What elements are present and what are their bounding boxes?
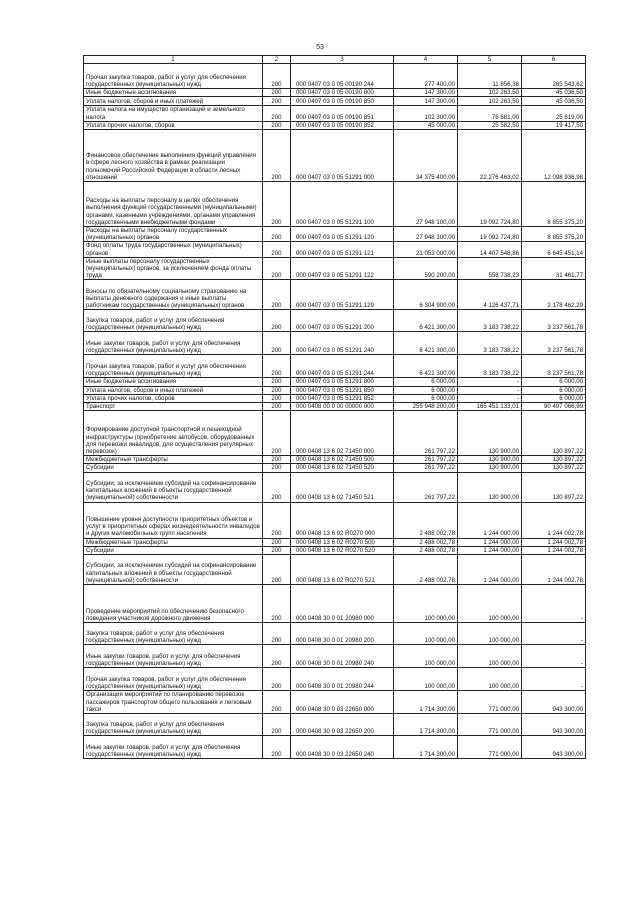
column-header: 5 — [458, 56, 522, 64]
row-executed-cell: 4 126 437,71 — [458, 280, 522, 310]
row-unexecuted-cell: 6 000,00 — [522, 378, 586, 386]
row-name-cell: Уплата налогов, сборов и иных платежей — [84, 386, 263, 394]
table-row — [84, 472, 586, 502]
row-name-cell: Закупка товаров, работ и услуг для обеспечения государственных (муниципальных) нужд — [84, 310, 263, 332]
row-code-cell: 200 — [263, 378, 291, 386]
row-unexecuted-cell: 45 036,50 — [522, 97, 586, 106]
row-name-cell: Иные закупки товаров, работ и услуг для обеспечения государственных (муниципальных) нужд — [84, 332, 263, 355]
row-approved-cell: 590 200,00 — [394, 257, 458, 280]
row-classification-cell: 000 0407 03 0 05 51291 121 — [291, 242, 394, 257]
row-unexecuted-cell: 3 237 561,78 — [522, 332, 586, 355]
row-unexecuted-cell: 8 855 375,20 — [522, 182, 586, 227]
row-code-cell: 200 — [263, 257, 291, 280]
row-classification-cell: 000 0408 30 0 03 22650 240 — [291, 736, 394, 759]
row-classification-cell: 000 0408 13 6 02 R0270 520 — [291, 546, 394, 554]
row-approved-cell: 2 488 002,78 — [394, 538, 458, 546]
row-code-cell: 200 — [263, 623, 291, 645]
row-approved-cell: 102 300,00 — [394, 106, 458, 121]
row-unexecuted-cell: 943 300,00 — [522, 714, 586, 736]
row-code-cell: 200 — [263, 403, 291, 411]
row-approved-cell: 6 421 300,00 — [394, 310, 458, 332]
table-row — [84, 394, 586, 402]
row-executed-cell: 100 000,00 — [458, 668, 522, 691]
row-classification-cell: 000 0407 03 0 05 00190 851 — [291, 106, 394, 121]
row-unexecuted-cell: 130 897,22 — [522, 411, 586, 456]
row-classification-cell: 000 0408 13 6 02 71450 500 — [291, 456, 394, 464]
row-code-cell: 200 — [263, 394, 291, 402]
table-row — [84, 332, 586, 355]
row-unexecuted-cell: 130 897,22 — [522, 456, 586, 464]
row-approved-cell: 147 300,00 — [394, 97, 458, 106]
row-name-cell: Межбюджетные трансферты — [84, 456, 263, 464]
row-name-cell: Уплата прочих налогов, сборов — [84, 394, 263, 402]
row-approved-cell: 45 000,00 — [394, 121, 458, 129]
row-name-cell: Иные закупки товаров, работ и услуг для обеспечения государственных (муниципальных) нужд — [84, 736, 263, 759]
row-approved-cell: 6 304 900,00 — [394, 280, 458, 310]
row-approved-cell: 2 488 002,78 — [394, 555, 458, 585]
row-name-cell: Субсидии — [84, 546, 263, 554]
table-row — [84, 242, 586, 257]
row-unexecuted-cell: 1 244 002,78 — [522, 555, 586, 585]
row-classification-cell: 000 0408 00 0 00 00000 000 — [291, 403, 394, 411]
row-classification-cell: 000 0408 13 6 02 71450 520 — [291, 464, 394, 472]
row-approved-cell: 261 797,22 — [394, 456, 458, 464]
column-header: 2 — [263, 56, 291, 64]
row-name-cell: Финансовое обеспечение выполнения функций управления в сфере лесного хозяйства в рамках реализации полномочий Российской Федерации в области лесных отношений — [84, 130, 263, 182]
row-name-cell: Уплата налогов, сборов и иных платежей — [84, 97, 263, 106]
table-row — [84, 97, 586, 106]
row-approved-cell: 6 000,00 — [394, 386, 458, 394]
row-code-cell: 200 — [263, 691, 291, 714]
row-code-cell: 200 — [263, 456, 291, 464]
row-classification-cell: 000 0408 13 6 02 71450 000 — [291, 411, 394, 456]
table-row — [84, 257, 586, 280]
row-executed-cell: 102 263,50 — [458, 89, 522, 97]
row-classification-cell: 000 0408 13 6 02 71450 521 — [291, 472, 394, 502]
row-executed-cell: 11 856,38 — [458, 64, 522, 89]
row-classification-cell: 000 0407 03 0 05 51291 200 — [291, 310, 394, 332]
row-unexecuted-cell: 8 855 375,20 — [522, 227, 586, 242]
row-executed-cell: 165 451 133,01 — [458, 403, 522, 411]
row-classification-cell: 000 0407 03 0 05 51291 129 — [291, 280, 394, 310]
row-classification-cell: 000 0408 30 0 01 20980 000 — [291, 585, 394, 623]
row-approved-cell: 1 714 300,00 — [394, 714, 458, 736]
row-classification-cell: 000 0407 03 0 05 51291 122 — [291, 257, 394, 280]
column-header: 1 — [84, 56, 263, 64]
row-classification-cell: 000 0408 30 0 01 20980 200 — [291, 623, 394, 645]
row-name-cell: Прочая закупка товаров, работ и услуг для обеспечения государственных (муниципальных) нужд — [84, 668, 263, 691]
row-code-cell: 200 — [263, 538, 291, 546]
row-code-cell: 200 — [263, 555, 291, 585]
row-approved-cell: 261 797,22 — [394, 464, 458, 472]
row-code-cell: 200 — [263, 355, 291, 378]
row-code-cell: 200 — [263, 645, 291, 668]
row-code-cell: 200 — [263, 668, 291, 691]
row-executed-cell: - — [458, 394, 522, 402]
row-executed-cell: 771 000,00 — [458, 714, 522, 736]
row-code-cell: 200 — [263, 280, 291, 310]
row-unexecuted-cell: 12 098 936,98 — [522, 130, 586, 182]
row-approved-cell: 1 714 300,00 — [394, 691, 458, 714]
row-unexecuted-cell: 31 461,77 — [522, 257, 586, 280]
row-code-cell: 200 — [263, 736, 291, 759]
row-name-cell: Субсидии, за исключением субсидий на софинансирование капитальных вложений в объекты государственной (муниципальной) собственности — [84, 555, 263, 585]
row-executed-cell: 76 681,00 — [458, 106, 522, 121]
column-header: 3 — [291, 56, 394, 64]
table-row — [84, 714, 586, 736]
row-approved-cell: 2 488 002,78 — [394, 502, 458, 538]
row-executed-cell: 100 000,00 — [458, 623, 522, 645]
row-executed-cell: 3 183 738,22 — [458, 332, 522, 355]
header-row — [84, 56, 586, 64]
row-classification-cell: 000 0407 03 0 05 51291 850 — [291, 386, 394, 394]
row-name-cell: Закупка товаров, работ и услуг для обеспечения государственных (муниципальных) нужд — [84, 623, 263, 645]
row-approved-cell: 21 053 000,00 — [394, 242, 458, 257]
row-approved-cell: 6 000,00 — [394, 378, 458, 386]
row-executed-cell: 19 092 724,80 — [458, 227, 522, 242]
row-unexecuted-cell: - — [522, 645, 586, 668]
row-code-cell: 200 — [263, 242, 291, 257]
row-unexecuted-cell: 943 300,00 — [522, 691, 586, 714]
row-unexecuted-cell: 1 244 002,78 — [522, 538, 586, 546]
row-name-cell: Уплата прочих налогов, сборов — [84, 121, 263, 129]
row-classification-cell: 000 0408 30 0 03 22650 200 — [291, 714, 394, 736]
row-executed-cell: 102 263,50 — [458, 97, 522, 106]
row-code-cell: 200 — [263, 130, 291, 182]
row-code-cell: 200 — [263, 411, 291, 456]
table-row — [84, 403, 586, 411]
row-code-cell: 200 — [263, 89, 291, 97]
table-row — [84, 130, 586, 182]
row-classification-cell: 000 0407 03 0 05 51291 100 — [291, 182, 394, 227]
row-classification-cell: 000 0408 30 0 01 20980 240 — [291, 645, 394, 668]
table-row — [84, 691, 586, 714]
table-body — [84, 64, 586, 759]
table-row — [84, 310, 586, 332]
row-code-cell: 200 — [263, 182, 291, 227]
row-classification-cell: 000 0407 03 0 05 51291 240 — [291, 332, 394, 355]
row-executed-cell: 130 900,00 — [458, 456, 522, 464]
row-unexecuted-cell: 3 237 561,78 — [522, 355, 586, 378]
table-row — [84, 502, 586, 538]
row-name-cell: Межбюджетные трансферты — [84, 538, 263, 546]
row-name-cell: Уплата налога на имущество организаций и земельного налога — [84, 106, 263, 121]
table-row — [84, 456, 586, 464]
row-classification-cell: 000 0408 13 6 02 R0270 500 — [291, 538, 394, 546]
table-row — [84, 280, 586, 310]
row-name-cell: Иные выплаты персоналу государственных (муниципальных) органов, за исключением фонда оплаты труда — [84, 257, 263, 280]
row-classification-cell: 000 0408 30 0 01 20980 244 — [291, 668, 394, 691]
row-name-cell: Проведение мероприятий по обеспечению безопасного поведения участников дорожного движения — [84, 585, 263, 623]
row-name-cell: Взносы по обязательному социальному страхованию на выплаты денежного содержания и иные выплаты работникам государственных (муниципальных) органов — [84, 280, 263, 310]
column-header: 6 — [522, 56, 586, 64]
row-unexecuted-cell: 1 244 002,78 — [522, 546, 586, 554]
table-row — [84, 645, 586, 668]
row-code-cell: 200 — [263, 64, 291, 89]
row-approved-cell: 255 948 200,00 — [394, 403, 458, 411]
table-row — [84, 355, 586, 378]
row-name-cell: Субсидии, за исключением субсидий на софинансирование капитальных вложений в объекты государственной (муниципальной) собственности — [84, 472, 263, 502]
row-unexecuted-cell: 2 178 462,29 — [522, 280, 586, 310]
row-code-cell: 200 — [263, 121, 291, 129]
row-code-cell: 200 — [263, 386, 291, 394]
table-row — [84, 623, 586, 645]
row-unexecuted-cell: 25 619,00 — [522, 106, 586, 121]
row-approved-cell: 261 797,22 — [394, 411, 458, 456]
table-row — [84, 555, 586, 585]
row-unexecuted-cell: 19 417,50 — [522, 121, 586, 129]
row-name-cell: Организация мероприятий по планированию перевозок пассажиров транспортом общего пользования и легковым такси — [84, 691, 263, 714]
table-row — [84, 546, 586, 554]
row-name-cell: Расходы на выплаты персоналу в целях обеспечения выполнения функций государственными (муниципальными) органами, казенными учреждениями, органами управления государственными внебюджетными фондами — [84, 182, 263, 227]
table-row — [84, 64, 586, 89]
row-name-cell: Прочая закупка товаров, работ и услуг для обеспечения государственных (муниципальных) нужд — [84, 64, 263, 89]
row-approved-cell: 27 948 100,00 — [394, 227, 458, 242]
row-approved-cell: 6 421 300,00 — [394, 332, 458, 355]
row-unexecuted-cell: 6 645 451,14 — [522, 242, 586, 257]
row-executed-cell: 130 900,00 — [458, 464, 522, 472]
row-name-cell: Закупка товаров, работ и услуг для обеспечения государственных (муниципальных) нужд — [84, 714, 263, 736]
row-executed-cell: 1 244 000,00 — [458, 555, 522, 585]
row-code-cell: 200 — [263, 585, 291, 623]
row-executed-cell: 3 183 738,22 — [458, 310, 522, 332]
row-classification-cell: 000 0408 13 6 02 R0270 521 — [291, 555, 394, 585]
row-unexecuted-cell: 943 300,00 — [522, 736, 586, 759]
row-classification-cell: 000 0408 13 6 02 R0270 000 — [291, 502, 394, 538]
row-classification-cell: 000 0407 03 0 05 51291 852 — [291, 394, 394, 402]
row-executed-cell: 14 407 548,86 — [458, 242, 522, 257]
row-executed-cell: - — [458, 378, 522, 386]
table-row — [84, 538, 586, 546]
table-row — [84, 227, 586, 242]
row-executed-cell: 1 244 000,00 — [458, 502, 522, 538]
row-approved-cell: 147 300,00 — [394, 89, 458, 97]
row-unexecuted-cell: 6 000,00 — [522, 386, 586, 394]
row-name-cell: Иные закупки товаров, работ и услуг для обеспечения государственных (муниципальных) нужд — [84, 645, 263, 668]
table-row — [84, 378, 586, 386]
row-classification-cell: 000 0408 30 0 03 22650 000 — [291, 691, 394, 714]
row-executed-cell: 100 000,00 — [458, 585, 522, 623]
row-name-cell: Расходы на выплаты персоналу государственных (муниципальных) органов — [84, 227, 263, 242]
row-executed-cell: 771 000,00 — [458, 691, 522, 714]
row-approved-cell: 1 714 300,00 — [394, 736, 458, 759]
row-code-cell: 200 — [263, 227, 291, 242]
table-row — [84, 121, 586, 129]
row-classification-cell: 000 0407 03 0 05 51291 120 — [291, 227, 394, 242]
table-row — [84, 386, 586, 394]
row-name-cell: Субсидии — [84, 464, 263, 472]
row-name-cell: Иные бюджетные ассигнования — [84, 89, 263, 97]
row-unexecuted-cell: 130 897,22 — [522, 472, 586, 502]
row-executed-cell: - — [458, 386, 522, 394]
row-unexecuted-cell: 45 036,50 — [522, 89, 586, 97]
row-approved-cell: 34 375 400,00 — [394, 130, 458, 182]
page-number: 53 — [316, 44, 324, 51]
budget-table — [83, 55, 586, 759]
row-code-cell: 200 — [263, 546, 291, 554]
table-row — [84, 106, 586, 121]
row-approved-cell: 261 797,22 — [394, 472, 458, 502]
row-executed-cell: 25 582,50 — [458, 121, 522, 129]
row-executed-cell: 558 738,23 — [458, 257, 522, 280]
row-approved-cell: 27 948 100,00 — [394, 182, 458, 227]
table-row — [84, 182, 586, 227]
row-code-cell: 200 — [263, 106, 291, 121]
row-name-cell: Прочая закупка товаров, работ и услуг для обеспечения государственных (муниципальных) нужд — [84, 355, 263, 378]
row-executed-cell: 771 000,00 — [458, 736, 522, 759]
row-code-cell: 200 — [263, 97, 291, 106]
row-executed-cell: 1 244 000,00 — [458, 546, 522, 554]
table-row — [84, 736, 586, 759]
row-approved-cell: 6 421 300,00 — [394, 355, 458, 378]
row-unexecuted-cell: 130 897,22 — [522, 464, 586, 472]
row-approved-cell: 2 488 002,78 — [394, 546, 458, 554]
row-name-cell: Иные бюджетные ассигнования — [84, 378, 263, 386]
row-code-cell: 200 — [263, 332, 291, 355]
row-approved-cell: 100 000,00 — [394, 645, 458, 668]
table-row — [84, 411, 586, 456]
row-executed-cell: 22 276 463,02 — [458, 130, 522, 182]
table-row — [84, 464, 586, 472]
row-approved-cell: 6 000,00 — [394, 394, 458, 402]
row-code-cell: 200 — [263, 310, 291, 332]
row-classification-cell: 000 0407 03 0 05 00190 852 — [291, 121, 394, 129]
row-approved-cell: 100 000,00 — [394, 585, 458, 623]
row-approved-cell: 277 400,00 — [394, 64, 458, 89]
row-unexecuted-cell: 3 237 561,78 — [522, 310, 586, 332]
row-code-cell: 200 — [263, 502, 291, 538]
row-executed-cell: 1 244 000,00 — [458, 538, 522, 546]
row-executed-cell: 130 900,00 — [458, 411, 522, 456]
row-code-cell: 200 — [263, 464, 291, 472]
table-row — [84, 585, 586, 623]
table-row — [84, 89, 586, 97]
row-name-cell: Фонд оплаты труда государственных (муниципальных) органов — [84, 242, 263, 257]
row-name-cell: Транспорт — [84, 403, 263, 411]
row-unexecuted-cell: - — [522, 585, 586, 623]
row-unexecuted-cell: 6 000,00 — [522, 394, 586, 402]
row-name-cell: Повышение уровня доступности приоритетных объектов и услуг в приоритетных сферах жизнедеятельности инвалидов и других маломобильных групп населения — [84, 502, 263, 538]
row-code-cell: 200 — [263, 472, 291, 502]
row-executed-cell: 3 183 738,22 — [458, 355, 522, 378]
row-unexecuted-cell: 265 543,62 — [522, 64, 586, 89]
row-unexecuted-cell: 1 244 002,78 — [522, 502, 586, 538]
row-unexecuted-cell: - — [522, 623, 586, 645]
row-classification-cell: 000 0407 03 0 05 51291 000 — [291, 130, 394, 182]
row-approved-cell: 100 000,00 — [394, 668, 458, 691]
row-unexecuted-cell: - — [522, 668, 586, 691]
row-unexecuted-cell: 90 497 066,99 — [522, 403, 586, 411]
row-classification-cell: 000 0407 03 0 05 00190 850 — [291, 97, 394, 106]
row-name-cell: Формирование доступной транспортной и пешеходной инфраструктуры (приобретение автобусов, оборудованных для перевозки инвалидов, для осуществления регулярных перевозок) — [84, 411, 263, 456]
row-executed-cell: 19 092 724,80 — [458, 182, 522, 227]
row-classification-cell: 000 0407 03 0 05 00190 800 — [291, 89, 394, 97]
row-code-cell: 200 — [263, 714, 291, 736]
row-classification-cell: 000 0407 03 0 05 00190 244 — [291, 64, 394, 89]
row-executed-cell: 100 000,00 — [458, 645, 522, 668]
row-classification-cell: 000 0407 03 0 05 51291 800 — [291, 378, 394, 386]
row-executed-cell: 130 900,00 — [458, 472, 522, 502]
row-approved-cell: 100 000,00 — [394, 623, 458, 645]
row-classification-cell: 000 0407 03 0 05 51291 244 — [291, 355, 394, 378]
table-row — [84, 668, 586, 691]
column-header: 4 — [394, 56, 458, 64]
